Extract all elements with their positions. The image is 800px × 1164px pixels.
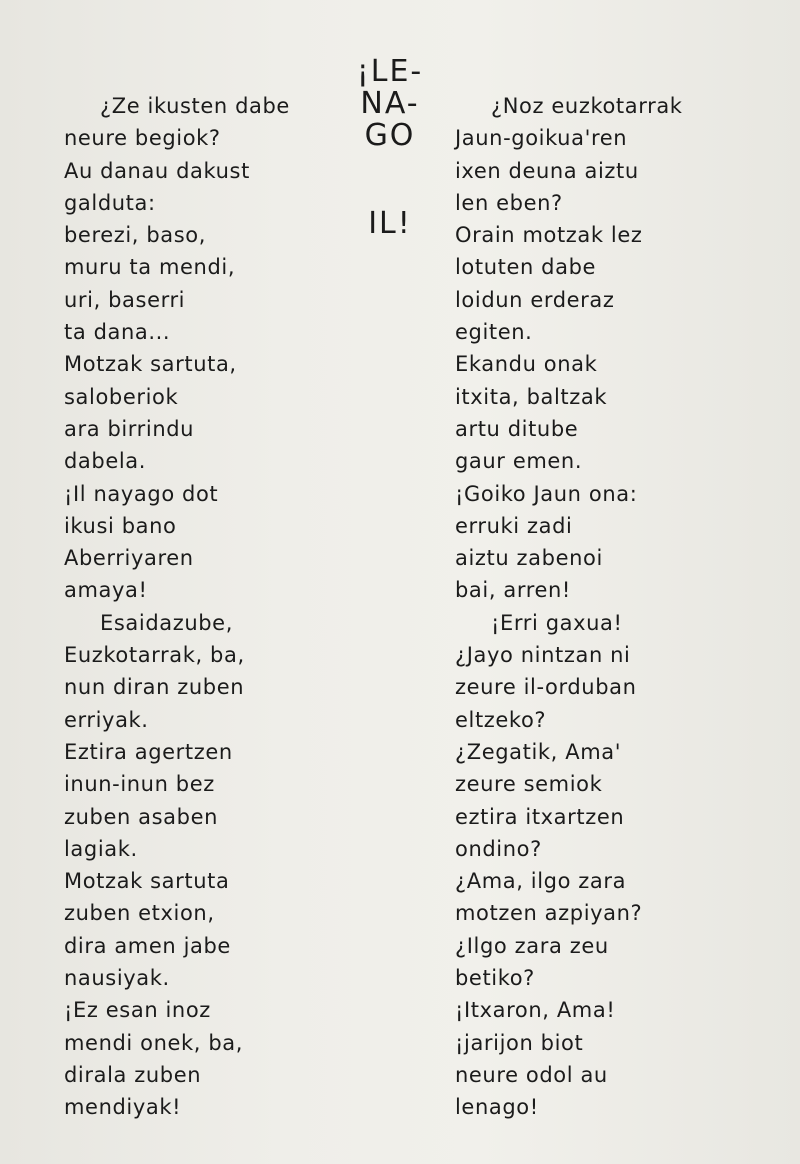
verse-line: gaur emen. [455, 449, 583, 474]
verse-line: dira amen jabe [64, 933, 231, 958]
verse-line: ¡Ez esan inoz [64, 998, 211, 1023]
verse-line: lotuten dabe [455, 255, 597, 280]
verse-line: ¿Ze ikusten dabe [100, 94, 290, 118]
verse-line: Au danau dakust [64, 158, 250, 183]
verse-line: ¡Itxaron, Ama! [455, 998, 616, 1023]
verse-line: ta dana... [64, 320, 171, 345]
title-line [348, 152, 432, 240]
verse-line: ¡Il nayago dot [64, 481, 219, 506]
verse-line: ¿Jayo nintzan ni [455, 643, 631, 668]
verse-line: egiten. [455, 320, 533, 345]
verse-line: ¡jarijon biot [455, 1030, 584, 1055]
left-verse-column [64, 90, 334, 1124]
verse-line: Ekandu onak [455, 352, 598, 377]
verse-line: eltzeko? [455, 707, 547, 732]
verse-line: lenago! [455, 1095, 539, 1120]
verse-line: amaya! [64, 578, 148, 603]
title-line: GO [364, 118, 416, 153]
verse-line: ¿Zegatik, Ama' [455, 739, 622, 764]
verse-line: ¡Erri gaxua! [491, 610, 623, 635]
verse-line: ara birrindu [64, 416, 195, 441]
verse-line: erruki zadi [455, 513, 573, 538]
verse-line: mendi onek, ba, [64, 1030, 243, 1055]
verse-line: bai, arren! [455, 578, 571, 603]
verse-line: ixen deuna aiztu [455, 158, 639, 183]
verse-line: Esaidazube, [100, 610, 233, 635]
verse-line: muru ta mendi, [64, 255, 236, 280]
verse-line: ikusi bano [64, 513, 177, 538]
verse-line: Aberriyaren [64, 546, 194, 571]
right-verse-column [455, 90, 755, 1124]
verse-line: nun diran zuben [64, 675, 245, 700]
verse-line: ¿Ama, ilgo zara [455, 869, 627, 894]
verse-line: itxita, baltzak [455, 384, 608, 409]
verse-line: ondino? [455, 836, 542, 861]
verse-line: erriyak. [64, 707, 149, 732]
verse-line: eztira itxartzen [455, 804, 625, 829]
verse-line: betiko? [455, 966, 535, 991]
verse-line: Motzak sartuta [64, 869, 230, 894]
verse-line: neure begiok? [64, 126, 221, 151]
title-line: NA- [360, 86, 420, 121]
verse-line: zuben etxion, [64, 901, 215, 926]
verse-line: zeure il-orduban [455, 675, 637, 700]
verse-line: len eben? [455, 190, 563, 215]
verse-line: motzen azpiyan? [455, 901, 643, 926]
verse-line: dirala zuben [64, 1062, 202, 1087]
verse-line: Motzak sartuta, [64, 352, 237, 377]
verse-line: loidun erderaz [455, 287, 615, 312]
verse-line: lagiak. [64, 836, 138, 861]
verse-line: Jaun-goikua'ren [455, 126, 628, 151]
verse-line: saloberiok [64, 384, 179, 409]
verse-line: artu ditube [455, 416, 579, 441]
verse-line: dabela. [64, 449, 147, 474]
verse-line: neure odol au [455, 1062, 608, 1087]
verse-line: mendiyak! [64, 1095, 182, 1120]
verse-line: galduta: [64, 190, 156, 215]
verse-line: aiztu zabenoi [455, 546, 603, 571]
verse-line: ¡Goiko Jaun ona: [455, 481, 638, 506]
verse-line: zuben asaben [64, 804, 219, 829]
poem-title [348, 56, 432, 240]
verse-line: nausiyak. [64, 966, 170, 991]
verse-line: Euzkotarrak, ba, [64, 643, 245, 668]
title-line: ¡LE- [356, 54, 424, 89]
verse-line: Orain motzak lez [455, 223, 643, 248]
verse-line: ¿Noz euzkotarrak [491, 94, 683, 118]
verse-line: ¿Ilgo zara zeu [455, 933, 609, 958]
verse-line: berezi, baso, [64, 223, 207, 248]
verse-line: zeure semiok [455, 772, 603, 797]
title-line-text: IL! [368, 206, 412, 241]
verse-line: inun-inun bez [64, 772, 215, 797]
verse-line: Eztira agertzen [64, 739, 233, 764]
verse-line: uri, baserri [64, 287, 186, 312]
